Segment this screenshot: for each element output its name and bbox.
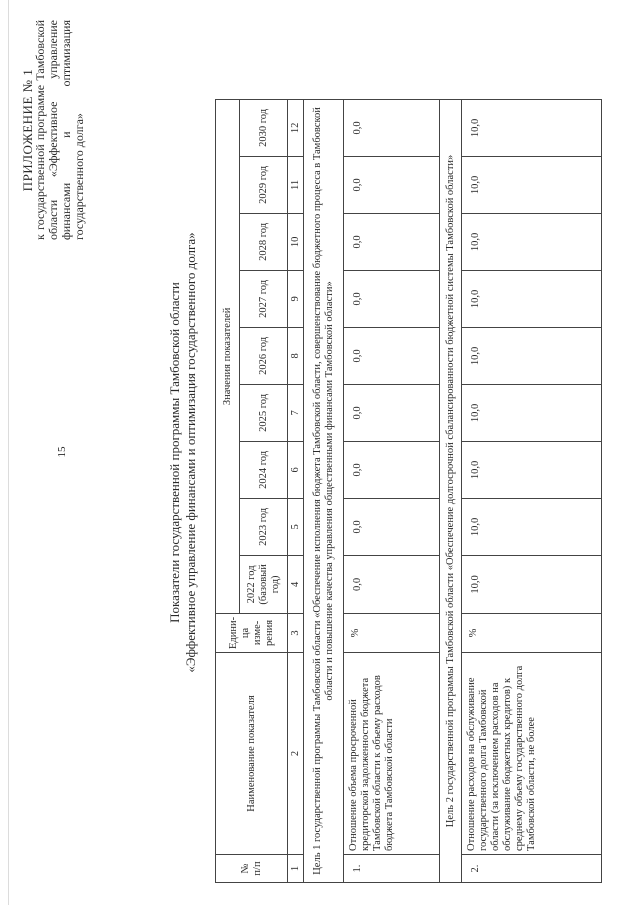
column-number: 9 xyxy=(288,270,304,327)
goal-2-row xyxy=(440,99,462,882)
row-number: 1. xyxy=(344,855,440,883)
header-year: 2029 год xyxy=(240,156,288,213)
indicator-unit: % xyxy=(462,613,602,652)
header-year: 2027 год xyxy=(240,270,288,327)
header-year: 2022 год (базовый год) xyxy=(240,555,288,613)
indicator-value: 10,0 xyxy=(462,498,602,555)
indicator-value: 0,0 xyxy=(344,213,440,270)
indicator-value: 10,0 xyxy=(462,99,602,156)
header-year: 2030 год xyxy=(240,99,288,156)
indicator-value: 0,0 xyxy=(344,327,440,384)
indicator-value: 0,0 xyxy=(344,99,440,156)
indicator-value: 10,0 xyxy=(462,327,602,384)
header-name: Наименование показателя xyxy=(216,653,288,855)
indicator-value: 0,0 xyxy=(344,441,440,498)
document-title-line-2: «Эффективное управление финансами и оптимизация государственного долга» xyxy=(183,232,198,673)
indicator-value: 10,0 xyxy=(462,213,602,270)
indicator-name: Отношение расходов на обслуживание государственного долга Тамбовской области (за исключением расходов на обслуживание бюджетных кредитов) к среднему объему государственного долга Тамбовской области, не более xyxy=(462,653,602,855)
indicator-value: 10,0 xyxy=(462,156,602,213)
column-number: 1 xyxy=(288,855,304,883)
column-number: 8 xyxy=(288,327,304,384)
header-num: № п/п xyxy=(216,855,288,883)
appendix-body: к государственной программе Тамбовской области «Эффективное управление финансами и оптимизация государственного долга» xyxy=(33,20,86,240)
header-year: 2025 год xyxy=(240,384,288,441)
column-number: 2 xyxy=(288,653,304,855)
indicator-name: Отношение объема просроченной кредиторской задолженности бюджета Тамбовской области к объему расходов бюджета Тамбовской области xyxy=(344,653,440,855)
appendix-block xyxy=(21,20,86,240)
header-year: 2026 год xyxy=(240,327,288,384)
header-year: 2024 год xyxy=(240,441,288,498)
indicator-value: 10,0 xyxy=(462,384,602,441)
column-number: 10 xyxy=(288,213,304,270)
column-number: 4 xyxy=(288,555,304,613)
column-number: 6 xyxy=(288,441,304,498)
indicator-value: 0,0 xyxy=(344,270,440,327)
goal-1-text: Цель 1 государственной программы Тамбовской области «Обеспечение исполнения бюджета Тамбовской области, совершенствование бюджетного процесса в Тамбовской области и повышение качества управления общественными финансами Тамбовской области» xyxy=(304,99,344,882)
document-title xyxy=(167,10,199,895)
indicator-value: 10,0 xyxy=(462,270,602,327)
column-number: 3 xyxy=(288,613,304,652)
indicators-table xyxy=(215,99,602,883)
rotated-page-content xyxy=(15,10,625,895)
header-row-1 xyxy=(216,99,240,882)
column-number: 5 xyxy=(288,498,304,555)
appendix-title: ПРИЛОЖЕНИЕ № 1 xyxy=(20,68,35,192)
header-unit: Едини-ца изме-рения xyxy=(216,613,288,652)
column-number-row xyxy=(288,99,304,882)
indicator-value: 0,0 xyxy=(344,498,440,555)
goal-2-text: Цель 2 государственной программы Тамбовской области «Обеспечение долгосрочной сбалансированности бюджетной системы Тамбовской области» xyxy=(440,99,462,882)
header-values-group: Значения показателей xyxy=(216,99,240,613)
column-number: 7 xyxy=(288,384,304,441)
row-number: 2. xyxy=(462,855,602,883)
indicator-row-2 xyxy=(462,99,602,882)
indicator-value: 0,0 xyxy=(344,156,440,213)
indicator-value: 10,0 xyxy=(462,555,602,613)
header-year: 2028 год xyxy=(240,213,288,270)
page-number: 15 xyxy=(56,446,68,458)
indicator-value: 0,0 xyxy=(344,384,440,441)
indicator-row-1 xyxy=(344,99,440,882)
column-number: 11 xyxy=(288,156,304,213)
document-title-line-1: Показатели государственной программы Тамбовской области xyxy=(167,282,182,623)
indicator-unit: % xyxy=(344,613,440,652)
indicator-value: 0,0 xyxy=(344,555,440,613)
header-year: 2023 год xyxy=(240,498,288,555)
column-number: 12 xyxy=(288,99,304,156)
indicator-value: 10,0 xyxy=(462,441,602,498)
goal-1-row xyxy=(304,99,344,882)
scan-edge-shadow xyxy=(0,0,9,905)
